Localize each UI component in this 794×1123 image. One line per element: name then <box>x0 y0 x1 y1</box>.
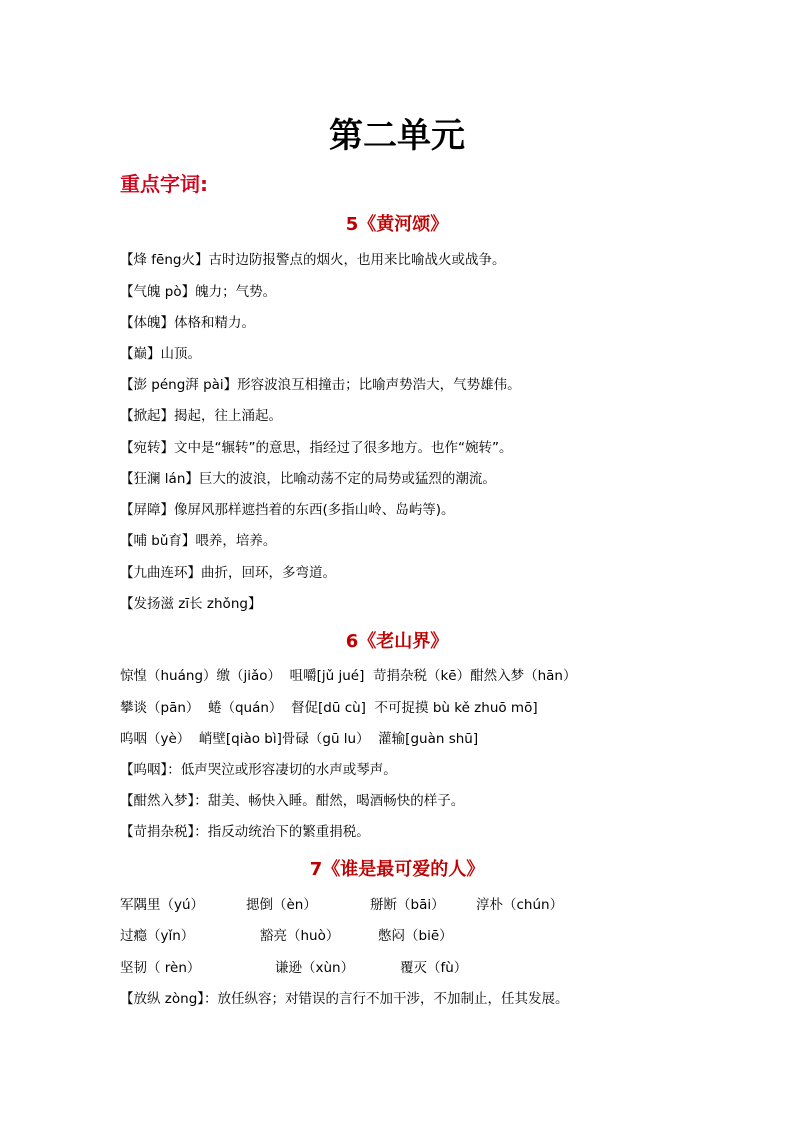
vocab-entry: 【发扬滋 zī长 zhǒng】 <box>120 596 262 612</box>
vocab-entry: 【体魄】体格和精力。 <box>120 315 255 331</box>
word-item: 覆灭（fù） <box>400 960 468 976</box>
vocab-entry: 【呜咽】：低声哭泣或形容凄切的水声或琴声。 <box>120 762 397 778</box>
lesson-5-title: 5《黄河颂》 <box>345 214 449 235</box>
word-item: 憋闷（biē） <box>378 928 453 944</box>
word-item: 淳朴（chún） <box>476 897 564 913</box>
vocab-entry: 【巅】山顶。 <box>120 346 201 362</box>
word-item: 过瘾（yǐn） <box>120 928 195 944</box>
word-item: 掰断（bāi） <box>370 897 445 913</box>
word-item: 揌倒（èn） <box>246 897 317 913</box>
word-item: 豁亮（huò） <box>260 928 340 944</box>
vocab-entry: 【放纵 zòng】：放任纵容；对错误的言行不加干涉，不加制止，任其发展。 <box>120 991 569 1007</box>
vocab-entry: 【掀起】揭起，往上涌起。 <box>120 408 282 424</box>
word-row: 攀谈（pān） 蜷（quán） 督促[dū cù] 不可捉摸 bù kě zhuō mō] <box>120 700 538 716</box>
vocab-entry: 【烽 fēng火】古时边防报警点的烟火，也用来比喻战火或战争。 <box>120 252 506 268</box>
lesson-7-title: 7《谁是最可爱的人》 <box>309 859 485 880</box>
vocab-entry: 【宛转】文中是“辗转”的意思，指经过了很多地方。也作“婉转”。 <box>120 440 513 456</box>
vocab-entry: 【九曲连环】曲折，回环，多弯道。 <box>120 565 336 581</box>
vocab-entry: 【狂澜 lán】巨大的波浪，比喻动荡不定的局势或猛烈的潮流。 <box>120 471 496 487</box>
vocab-entry: 【酣然入梦】：甜美、畅快入睡。酣然，喝酒畅快的样子。 <box>120 793 465 809</box>
lesson-6-title: 6《老山界》 <box>345 631 449 652</box>
vocab-entry: 【哺 bǔ育】喂养，培养。 <box>120 533 277 549</box>
word-item: 坚韧（ rèn） <box>120 960 201 976</box>
vocab-entry: 【气魄 pò】魄力；气势。 <box>120 284 277 300</box>
section-heading: 重点字词: <box>120 172 208 196</box>
word-item: 谦逊（xùn） <box>275 960 355 976</box>
vocab-entry: 【苛捐杂税】：指反动统治下的繁重捐税。 <box>120 824 370 840</box>
vocab-entry: 【屏障】像屏风那样遮挡着的东西(多指山岭、岛屿等)。 <box>120 502 455 518</box>
vocab-entry: 【澎 péng湃 pài】形容波浪互相撞击；比喻声势浩大，气势雄伟。 <box>120 377 521 393</box>
word-row: 呜咽（yè） 峭壁[qiào bì]骨碌（gū lu） 灌输[guàn shū] <box>120 731 479 747</box>
page-title: 第二单元 <box>329 116 465 156</box>
word-row: 惊惶（huáng）缴（jiǎo） 咀嚼[jǔ jué] 苛捐杂税（kē）酣然入梦（hān） <box>120 668 577 684</box>
word-item: 军隅里（yú） <box>120 897 205 913</box>
